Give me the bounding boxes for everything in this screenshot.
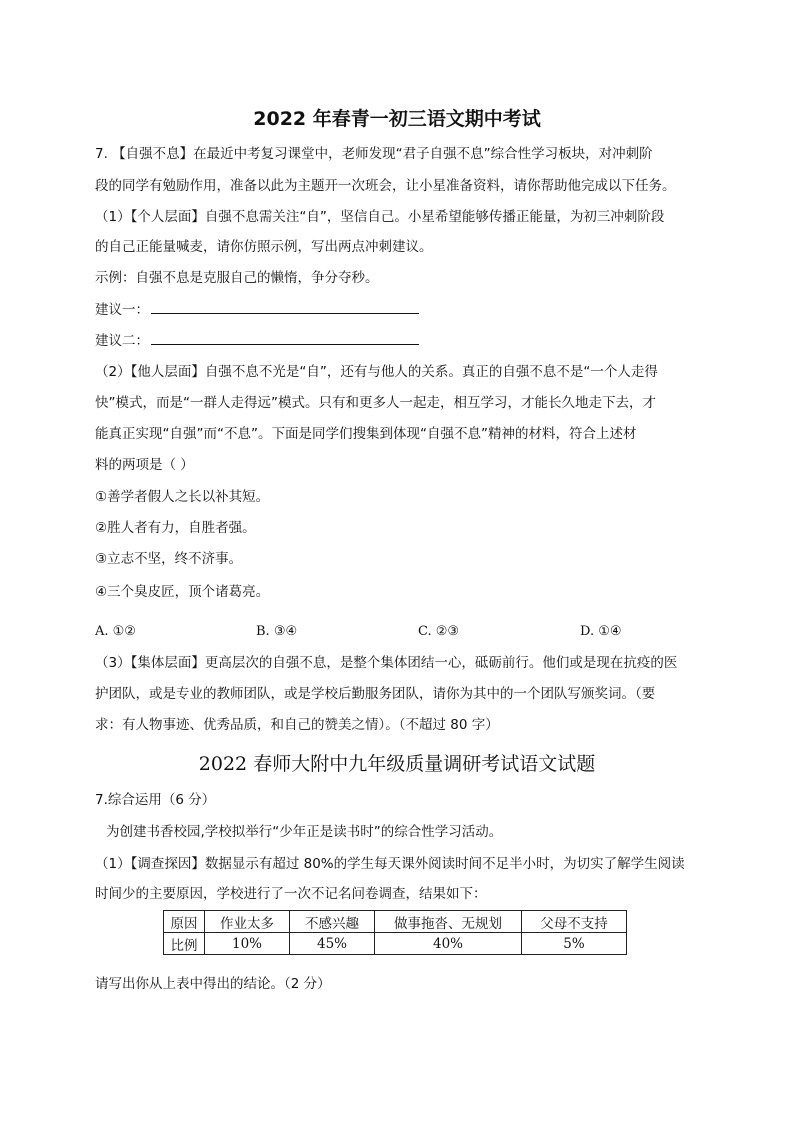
material-item-1: ①善学者假人之长以补其短。 <box>95 489 270 505</box>
suggestion-2 <box>95 332 419 350</box>
survey-table <box>163 910 627 955</box>
suggestion-1 <box>95 301 419 319</box>
part2-line-3: 能真正实现“自强”而“不息”。下面是同学们搜集到体现“自强不息”精神的材料，符合上述材 <box>95 426 637 442</box>
table-header-cell: 做事拖沓、无规划 <box>375 911 522 933</box>
table-header-cell: 不感兴趣 <box>290 911 375 933</box>
exam2-part1-line-1: （1）【调查探因】数据显示有超过 80%的学生每天课外阅读时间不足半小时，为切实了解学生阅读 <box>95 856 685 872</box>
exam2-title: 2022 春师大附中九年级质量调研考试语文试题 <box>198 753 596 775</box>
table-cell: 比例 <box>164 933 205 955</box>
part3-line-3: 求：有人物事迹、优秀品质，和自己的赞美之情）。（不超过 80 字） <box>95 717 499 733</box>
table-cell: 40% <box>375 933 522 955</box>
suggestion-2-blank <box>151 332 419 345</box>
material-item-4-text: ④三个臭皮匠，顶个诸葛亮 <box>95 584 256 600</box>
exam2-q7: 7.综合运用（6 分） <box>95 792 216 808</box>
option-c: C. ②③ <box>418 624 460 639</box>
exam2-part1-line-2: 时间少的主要原因，学校进行了一次不记名问卷调查，结果如下： <box>95 886 487 902</box>
part2-line-4: 料的两项是（ ） <box>95 457 194 473</box>
part3-line-2: 护团队，或是专业的教师团队，或是学校后勤服务团队，请你为其中的一个团队写颁奖词。（要 <box>95 686 656 702</box>
material-item-4-mark: 。 <box>255 584 270 600</box>
table-row <box>164 933 627 955</box>
material-item-3: ③立志不坚，终不济事。 <box>95 551 243 567</box>
material-item-4 <box>95 583 270 601</box>
suggestion-1-blank <box>151 301 419 314</box>
table-cell: 45% <box>290 933 375 955</box>
option-d: D. ①④ <box>580 624 622 639</box>
part3-line-1: （3）【集体层面】更高层次的自强不息，是整个集体团结一心，砥砺前行。他们或是现在抗疫的医 <box>95 655 678 671</box>
suggestion-1-label: 建议一： <box>95 302 149 318</box>
exam2-prompt: 请写出你从上表中得出的结论。（2 分） <box>95 976 331 992</box>
table-cell: 10% <box>205 933 290 955</box>
example-text: 示例：自强不息是克服自己的懒惰，争分夺秒。 <box>95 270 379 286</box>
table-header-row <box>164 911 627 933</box>
exam2-intro: 为创建书香校园,学校拟举行“少年正是读书时”的综合性学习活动。 <box>106 824 503 840</box>
table-cell: 5% <box>522 933 627 955</box>
option-b: B. ③④ <box>256 624 298 639</box>
part2-line-2: 快”模式，而是“一群人走得远”模式。只有和更多人一起走，相互学习，才能长久地走下去，才 <box>95 395 656 411</box>
part1-line-1: （1）【个人层面】自强不息需关注“自”，坚信自己。小星希望能够传播正能量，为初三冲刺阶段 <box>95 209 665 225</box>
table-header-cell: 作业太多 <box>205 911 290 933</box>
part1-line-2: 的自己正能量喊麦，请你仿照示例，写出两点冲刺建议。 <box>95 239 433 255</box>
exam1-title: 2022 年春青一初三语文期中考试 <box>253 108 541 130</box>
suggestion-2-label: 建议二： <box>95 333 149 349</box>
part2-line-1: （2）【他人层面】自强不息不光是“自”，还有与他人的关系。真正的自强不息不是“一个人走得 <box>95 364 658 380</box>
q7-line-1: 7. 【自强不息】在最近中考复习课堂中，老师发现“君子自强不息”综合性学习板块，对冲刺阶 <box>95 146 653 162</box>
q7-line-2: 段的同学有勉励作用，准备以此为主题开一次班会，让小星准备资料，请你帮助他完成以下任务。 <box>95 178 676 194</box>
material-item-2: ②胜人者有力，自胜者强。 <box>95 520 256 536</box>
option-a: A. ①② <box>95 624 136 639</box>
table-header-cell: 父母不支持 <box>522 911 627 933</box>
table-header-cell: 原因 <box>164 911 205 933</box>
